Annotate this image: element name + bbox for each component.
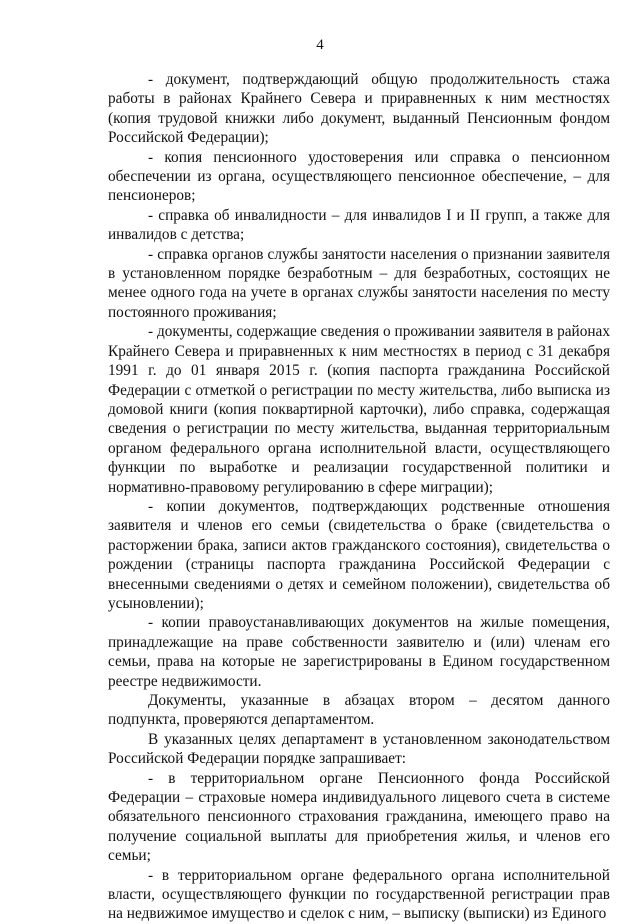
- paragraph-residence-documents: - документы, содержащие сведения о проживании заявителя в районах Крайнего Севера и приравненных к ним местностях в период с 31 декабря 1991 г. до 01 января 2015 г. (копия паспорта гражданина Российской Федерации с отметкой о регистрации по месту жительства, либо выписка из домовой книги (копия поквартирной карточки), либо справка, содержащая сведения о регистрации по месту жительства, выданная территориальным органом федерального органа исполнительной власти, осуществляющего функции по выработке и реализации государственной политики и нормативно-правовому регулированию в сфере миграции);: [108, 323, 610, 496]
- paragraph-disability-certificate: - справка об инвалидности – для инвалидов I и II групп, а также для инвалидов с детства;: [108, 206, 610, 244]
- paragraph-department-requests: В указанных целях департамент в установленном законодательством Российской Федерации порядке запрашивает:: [108, 730, 610, 768]
- paragraph-unemployment-certificate: - справка органов службы занятости населения о признании заявителя в установленном порядке безработным – для безработных, состоящих не менее одного года на учете в органах службы занятости населения по месту постоянного проживания;: [108, 245, 610, 321]
- paragraph-pension-certificate: - копия пенсионного удостоверения или справка о пенсионном обеспечении из органа, осуществляющего пенсионное обеспечение, – для пенсионеров;: [108, 148, 610, 205]
- paragraph-pension-fund-request: - в территориальном органе Пенсионного фонда Российской Федерации – страховые номера индивидуального лицевого счета в системе обязательного пенсионного страхования гражданина, имеющего право на получение социальной выплаты для приобретения жилья, и членов его семьи;: [108, 769, 610, 865]
- document-body: [108, 70, 610, 924]
- paragraph-family-relation-documents: - копии документов, подтверждающих родственные отношения заявителя и членов его семьи (свидетельства о браке (свидетельства о расторжении брака, записи актов гражданского состояния), свидетельства о рождении (страницы паспорта гражданина Российской Федерации с внесенными сведениями о детях и семейном положении), свидетельства об усыновлении);: [108, 497, 610, 612]
- page-number: 4: [316, 37, 324, 53]
- paragraph-registry-request: - в территориальном органе федерального органа исполнительной власти, осуществляющего функции по государственной регистрации прав на недвижимое имущество и сделок с ним, – выписку (выписки) из Единого: [108, 866, 610, 923]
- paragraph-work-experience-document: - документ, подтверждающий общую продолжительность стажа работы в районах Крайнего Севера и приравненных к ним местностях (копия трудовой книжки либо документ, выданный Пенсионным фондом Российской Федерации);: [108, 71, 610, 147]
- paragraph-property-title-documents: - копии правоустанавливающих документов на жилые помещения, принадлежащие на праве собственности заявителю и (или) членам его семьи, права на которые не зарегистрированы в Едином государственном реестре недвижимости.: [108, 614, 610, 690]
- paragraph-documents-verification: Документы, указанные в абзацах втором – десятом данного подпункта, проверяются департаментом.: [108, 692, 610, 729]
